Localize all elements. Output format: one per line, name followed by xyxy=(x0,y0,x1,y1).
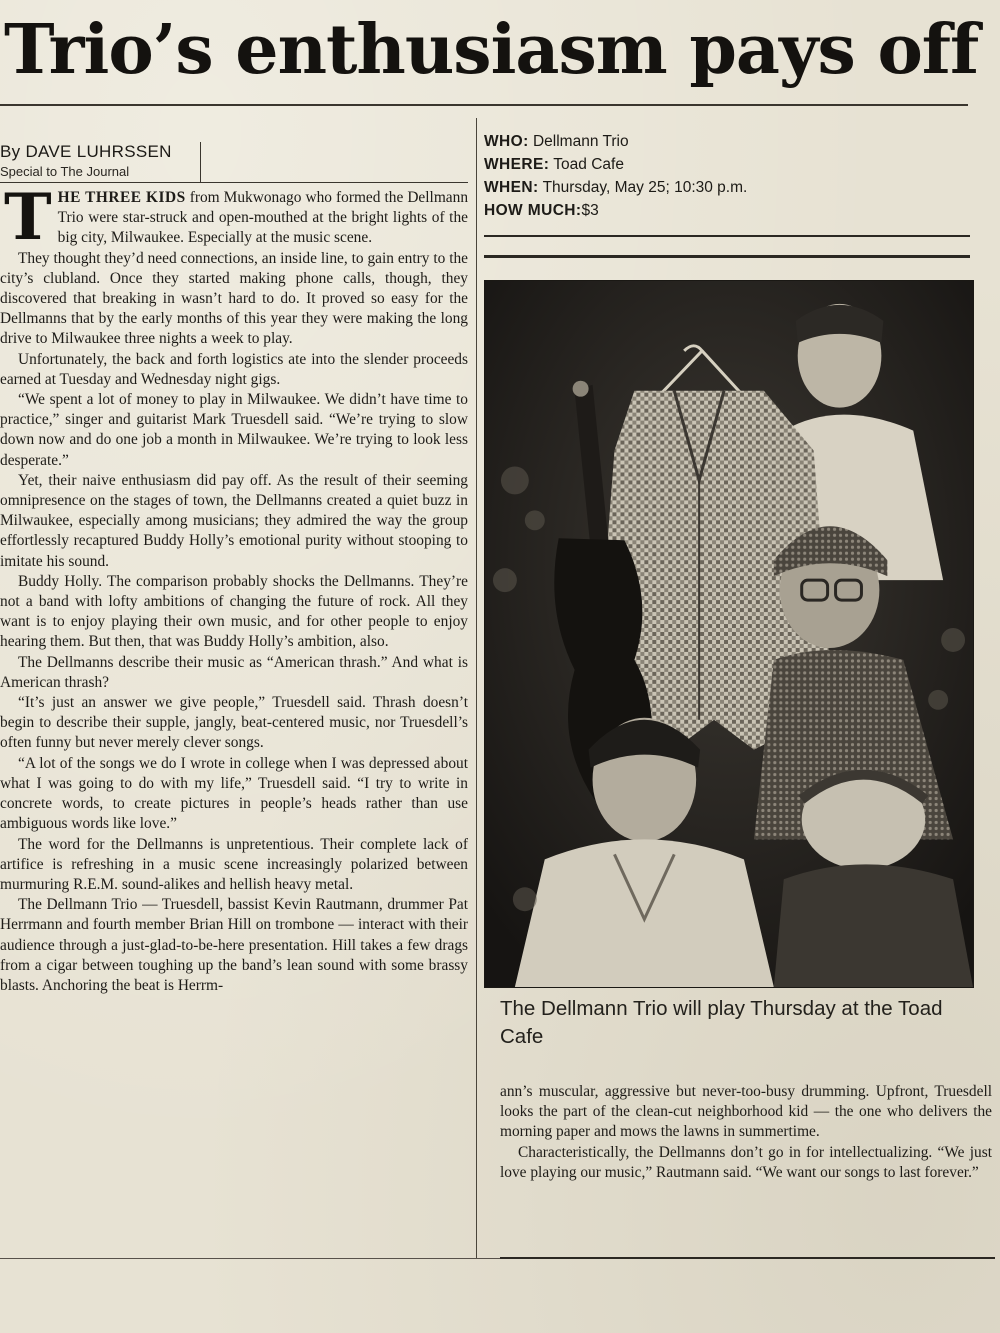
band-photo-illustration xyxy=(485,281,973,987)
fact-value: Thursday, May 25; 10:30 p.m. xyxy=(542,179,748,196)
fact-where xyxy=(484,153,964,176)
article-paragraph: Unfortunately, the back and forth logistics ate into the slender proceeds earned at Tuesday and Wednesday night gigs. xyxy=(0,350,468,388)
fact-when xyxy=(484,176,964,199)
byline-author: By DAVE LUHRSSEN xyxy=(0,142,172,161)
fact-label: WHERE: xyxy=(484,156,550,173)
article-paragraph: “A lot of the songs we do I wrote in college when I was depressed about what I was going to do with my life,” Truesdell said. “I try to write in concrete words, to create pictures in people’s heads rather than use ambiguous words like love.” xyxy=(0,754,468,833)
article-paragraph: The Dellmanns describe their music as “American thrash.” And what is American thrash? xyxy=(0,653,468,691)
lead-text: from Mukwonago who formed the Dellmann Trio were star-struck and open-mouthed at the bright lights of the big city, Milwaukee. Especially at the music scene. xyxy=(57,189,468,247)
photo-caption: The Dellmann Trio will play Thursday at the Toad Cafe xyxy=(500,997,943,1048)
byline-divider xyxy=(200,142,201,182)
fact-how-much xyxy=(484,199,964,222)
article-paragraph: Yet, their naive enthusiasm did pay off. As the result of their seeming omnipresence on the stages of town, the Dellmanns created a quiet buzz in Milwaukee, especially among musicians; they admired the way the group effortlessly recaptured Buddy Holly’s emotional purity without stooping to imitate his sound. xyxy=(0,471,468,570)
article-paragraph: Characteristically, the Dellmanns don’t go in for intellectualizing. “We just love playing our music,” Rautmann said. “We want our songs to last forever.” xyxy=(500,1143,992,1181)
event-factbox xyxy=(484,130,964,222)
fact-value: Dellmann Trio xyxy=(532,133,629,150)
factbox-rule-thick xyxy=(484,255,970,258)
factbox-rule-thin xyxy=(484,235,970,237)
article-paragraph: The word for the Dellmanns is unpretentious. Their complete lack of artifice is refreshing in a music scene increasingly polarized between murmuring R.E.M. sound-alikes and hellish heavy metal. xyxy=(0,835,468,893)
fact-label: WHEN: xyxy=(484,179,539,196)
fact-value: $3 xyxy=(581,202,599,219)
headline-rule xyxy=(0,104,968,106)
article-column-right xyxy=(500,1082,992,1183)
article-paragraph: “We spent a lot of money to play in Milwaukee. We didn’t have time to practice,” singer and guitarist Mark Truesdell said. “We’re trying to slow down now and do one job a month in Milwaukee. We’re trying to look less desperate.” xyxy=(0,391,468,469)
drop-cap: T xyxy=(4,188,52,255)
fact-label: WHO: xyxy=(484,133,529,150)
article-paragraph: They thought they’d need connections, an inside line, to gain entry to the city’s clubland. Once they started making phone calls, though, they discovered that breaking in wasn’t hard to do. It proved so easy for the Dellmanns that by the early months of this year they were making the long drive to Milwaukee three nights a week to play. xyxy=(0,249,468,348)
fact-label: HOW MUCH: xyxy=(484,202,582,219)
article-paragraph: The Dellmann Trio — Truesdell, bassist Kevin Rautmann, drummer Pat Herrmann and fourth member Brian Hill on trombone — interact with their audience through a just-glad-to-be-here presentation. Hill takes a few drags from a cigar between toughing up the band’s lean sound with some brassy blasts. Anchoring the beat is Herrm- xyxy=(0,896,468,994)
byline-affiliation: Special to The Journal xyxy=(0,164,130,179)
headline: Trio’s enthusiasm pays off xyxy=(4,10,979,90)
byline-underline xyxy=(0,182,468,183)
fact-value: Toad Cafe xyxy=(553,156,624,173)
article-paragraph: Buddy Holly. The comparison probably shocks the Dellmanns. They’re not a band with lofty ambitions of changing the future of rock. All they want is to enjoy playing their own music, and for other people to enjoy hearing them. But then, that was Buddy Holly’s ambition, also. xyxy=(0,572,468,651)
article-column-left xyxy=(0,188,468,1248)
lead-caps: HE THREE KIDS xyxy=(57,189,186,206)
article-paragraph: ann’s muscular, aggressive but never-too-busy drumming. Upfront, Truesdell looks the part of the clean-cut neighborhood kid — the one who delivers the morning paper and mows the lawns in summertime. xyxy=(500,1083,992,1141)
column-divider xyxy=(476,118,477,1258)
bottom-rule-right xyxy=(500,1257,995,1259)
article-paragraph xyxy=(0,188,468,255)
article-paragraph: “It’s just an answer we give people,” Truesdell said. Thrash doesn’t begin to describe their supple, jangly, beat-centered music, nor Truesdell’s often funny but never merely clever songs. xyxy=(0,694,468,752)
fact-who xyxy=(484,130,964,153)
band-photo xyxy=(484,280,974,988)
